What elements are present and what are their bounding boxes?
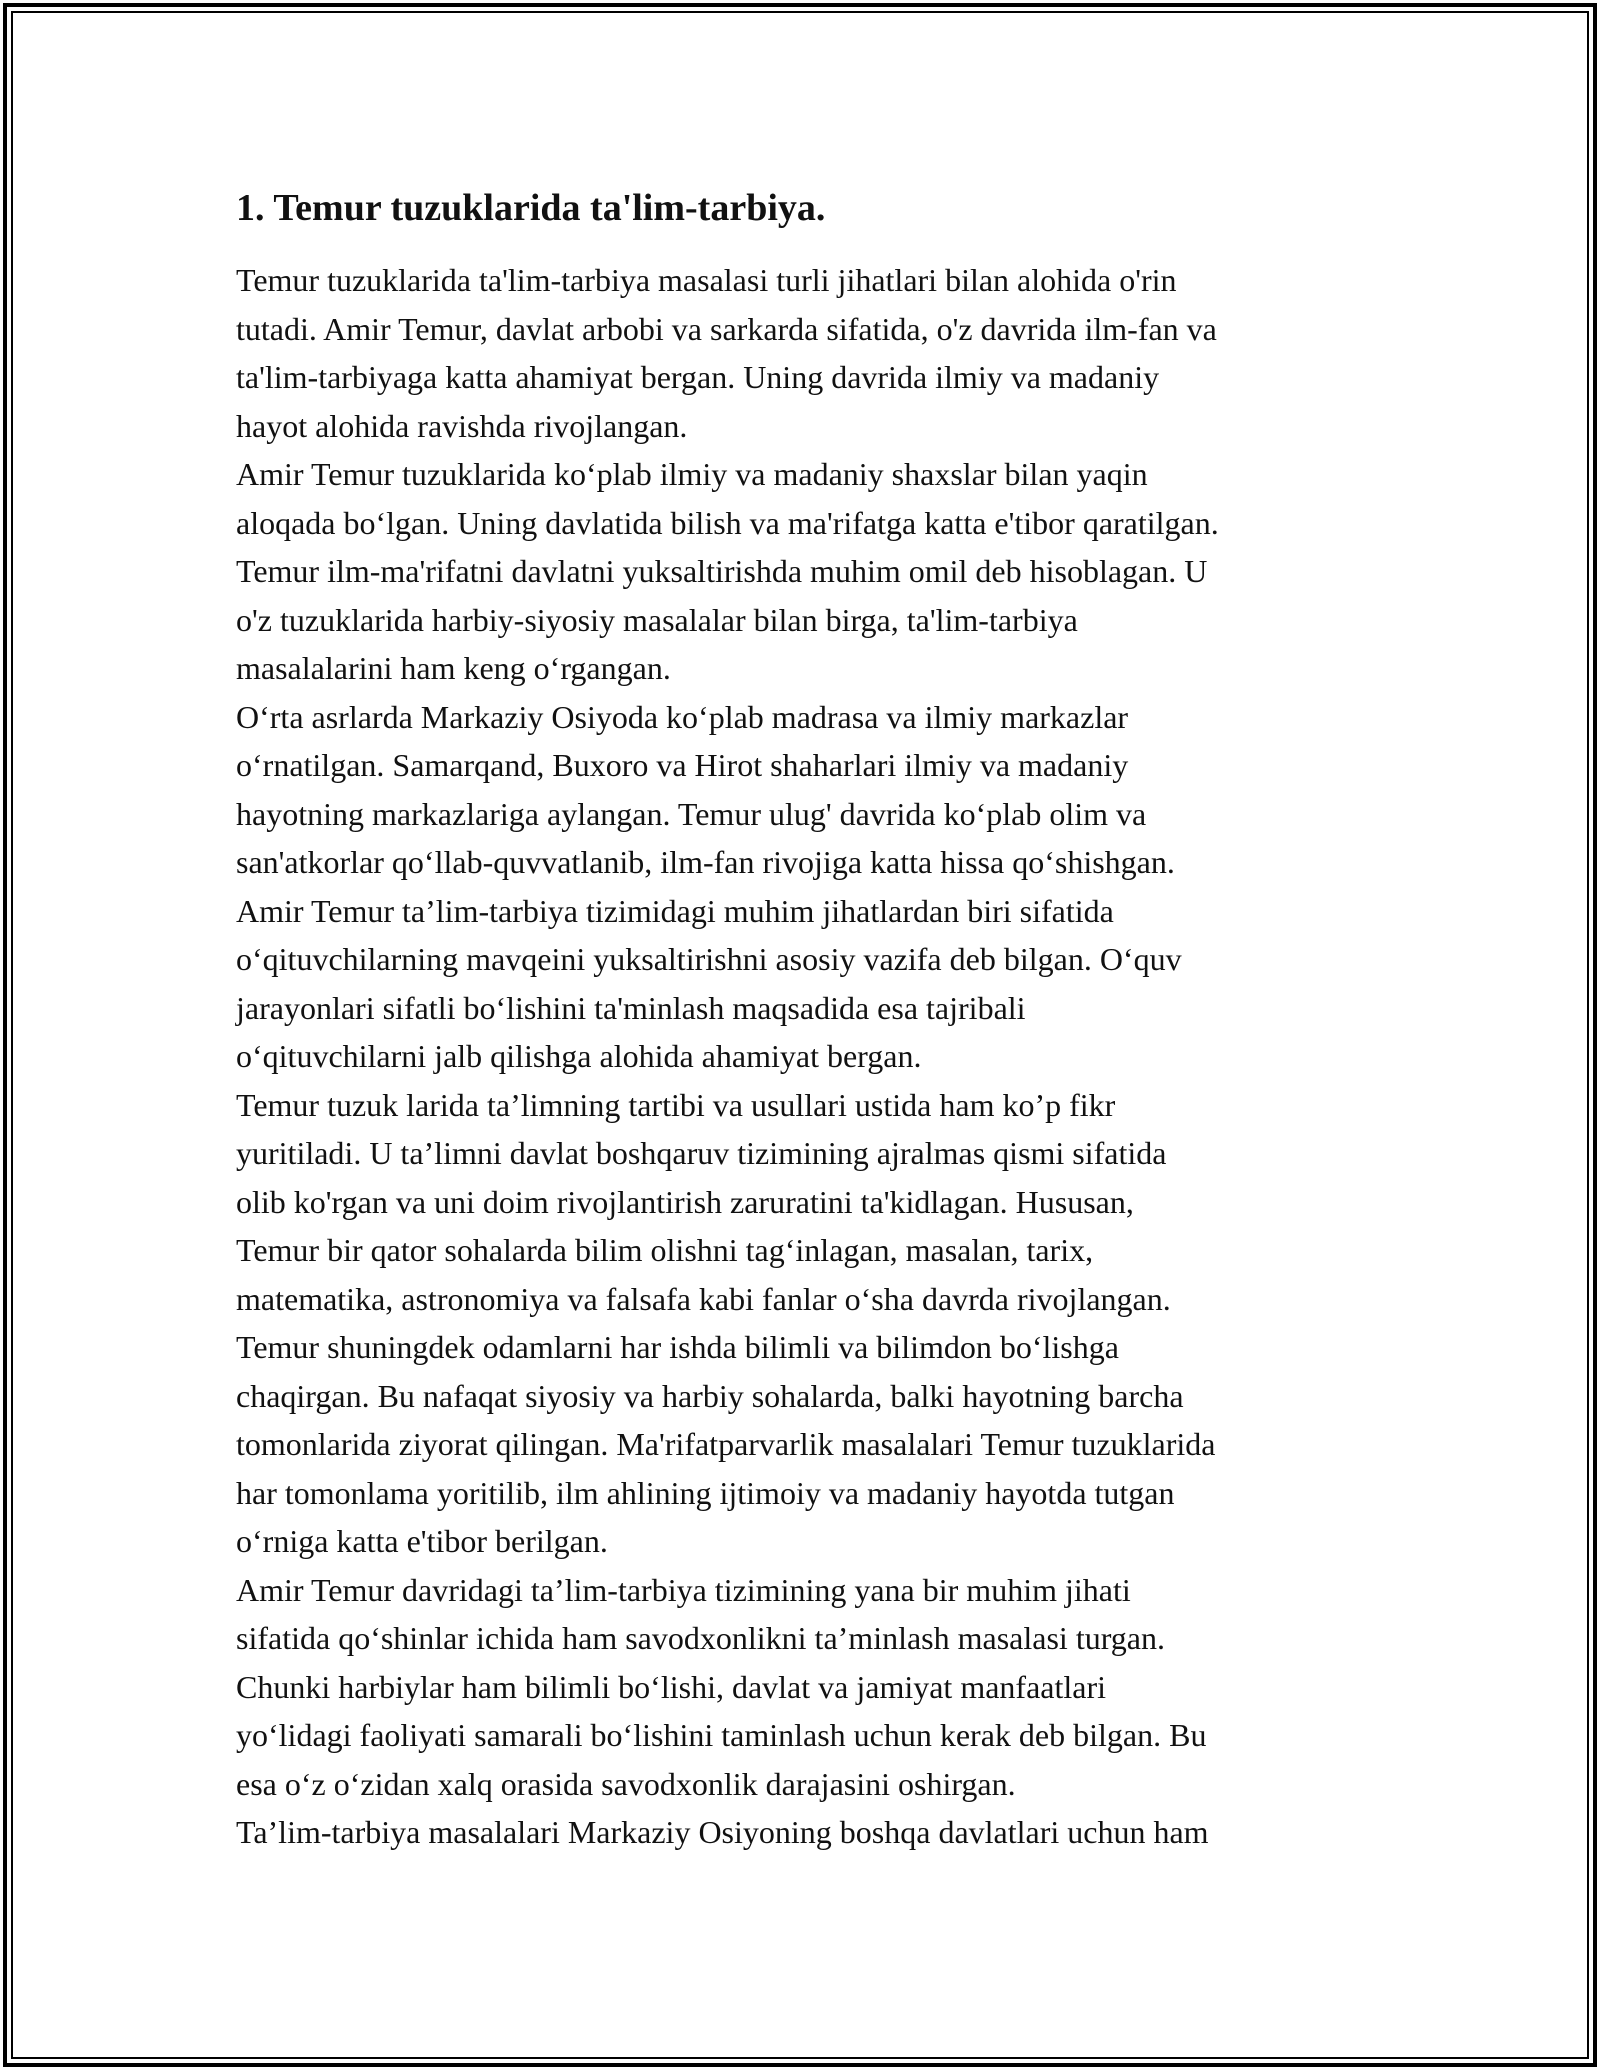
text-line: Temur shuningdek odamlarni har ishda bilimli va bilimdon bo‘lishga (236, 1329, 1119, 1365)
text-line: sifatida qo‘shinlar ichida ham savodxonlikni ta’minlash masalasi turgan. (236, 1620, 1165, 1656)
document-body (236, 186, 1396, 1857)
section-heading: 1. Temur tuzuklarida ta'lim-tarbiya. (236, 187, 826, 229)
text-line: Amir Temur davridagi ta’lim-tarbiya tizimining yana bir muhim jihati (236, 1571, 1131, 1608)
text-line: matematika, astronomiya va falsafa kabi fanlar o‘sha davrda rivojlangan. (236, 1280, 1171, 1317)
text-line: tutadi. Amir Temur, davlat arbobi va sarkarda sifatida, o'z davrida ilm-fan va (236, 310, 1217, 347)
text-line: o‘qituvchilarni jalb qilishga alohida ahamiyat bergan. (236, 1038, 922, 1074)
text-line: Temur tuzuk larida ta’limning tartibi va usullari ustida ham ko’p fikr (236, 1086, 1116, 1123)
text-line: aloqada bo‘lgan. Uning davlatida bilish va ma'rifatga katta e'tibor qaratilgan. (236, 504, 1219, 541)
text-line: Temur ilm-ma'rifatni davlatni yuksaltirishda muhim omil deb hisoblagan. U (236, 553, 1208, 589)
text-line: ta'lim-tarbiyaga katta ahamiyat bergan. Uning davrida ilmiy va madaniy (236, 359, 1160, 395)
text-line: o‘rnatilgan. Samarqand, Buxoro va Hirot shaharlari ilmiy va madaniy (236, 747, 1129, 783)
text-line: Amir Temur ta’lim-tarbiya tizimidagi muhim jihatlardan biri sifatida (236, 892, 1114, 929)
text-line: Amir Temur tuzuklarida ko‘plab ilmiy va madaniy shaxslar bilan yaqin (236, 456, 1148, 492)
text-line: o‘rniga katta e'tibor berilgan. (236, 1523, 608, 1559)
text-line: Temur tuzuklarida ta'lim-tarbiya masalasi turli jihatlari bilan alohida o'rin (236, 262, 1177, 298)
text-line: yo‘lidagi faoliyati samarali bo‘lishini taminlash uchun kerak deb bilgan. Bu (236, 1717, 1207, 1753)
text-line: san'atkorlar qo‘llab-quvvatlanib, ilm-fan rivojiga katta hissa qo‘shishgan. (236, 844, 1175, 880)
text-line: Temur bir qator sohalarda bilim olishni tag‘inlagan, masalan, tarix, (236, 1232, 1094, 1268)
text-line: masalalarini ham keng o‘rgangan. (236, 650, 671, 686)
text-line: hayotning markazlariga aylangan. Temur ulug' davrida ko‘plab olim va (236, 795, 1147, 832)
text-lines (236, 256, 1396, 1857)
text-line: chaqirgan. Bu nafaqat siyosiy va harbiy sohalarda, balki hayotning barcha (236, 1377, 1184, 1414)
text-line: Ta’lim-tarbiya masalalari Markaziy Osiyoning boshqa davlatlari uchun ham (236, 1814, 1209, 1850)
text-line: olib ko'rgan va uni doim rivojlantirish zaruratini ta'kidlagan. Hususan, (236, 1183, 1134, 1220)
text-line: tomonlarida ziyorat qilingan. Ma'rifatparvarlik masalalari Temur tuzuklarida (236, 1426, 1216, 1462)
text-line: o‘qituvchilarning mavqeini yuksaltirishni asosiy vazifa deb bilgan. O‘quv (236, 941, 1182, 977)
text-line: O‘rta asrlarda Markaziy Osiyoda ko‘plab madrasa va ilmiy markazlar (236, 698, 1129, 735)
text-line: yuritiladi. U ta’limni davlat boshqaruv tizimining ajralmas qismi sifatida (236, 1135, 1167, 1171)
text-line: jarayonlari sifatli bo‘lishini ta'minlash maqsadida esa tajribali (236, 989, 1026, 1026)
text-line: Chunki harbiylar ham bilimli bo‘lishi, davlat va jamiyat manfaatlari (236, 1668, 1106, 1705)
text-line: hayot alohida ravishda rivojlangan. (236, 407, 688, 444)
text-line: esa o‘z o‘zidan xalq orasida savodxonlik darajasini oshirgan. (236, 1765, 1016, 1802)
text-line: o'z tuzuklarida harbiy-siyosiy masalalar bilan birga, ta'lim-tarbiya (236, 601, 1078, 638)
text-line: har tomonlama yoritilib, ilm ahlining ijtimoiy va madaniy hayotda tutgan (236, 1474, 1175, 1511)
